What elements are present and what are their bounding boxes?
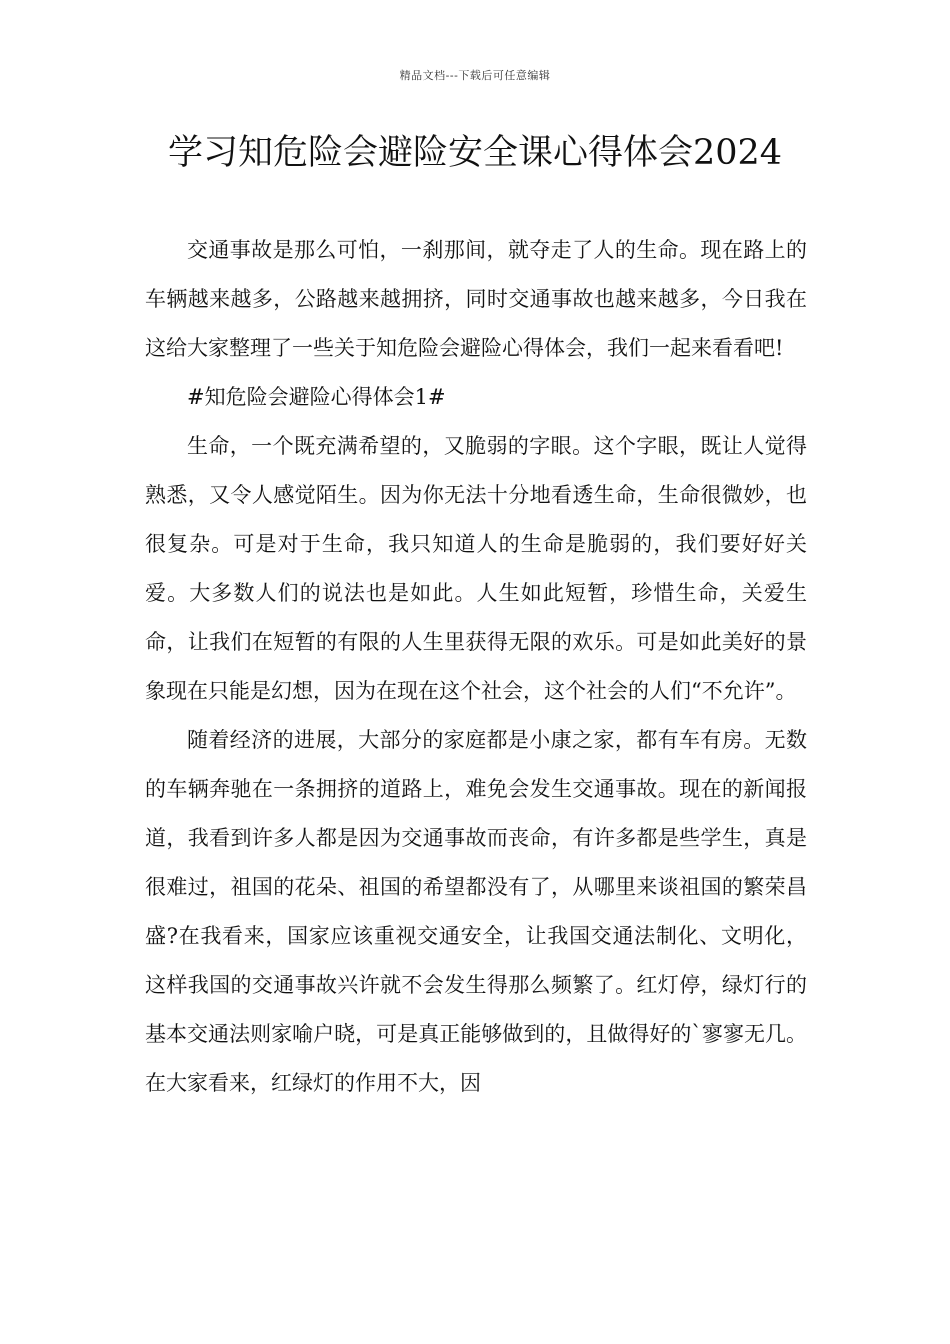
document-title: 学习知危险会避险安全课心得体会2024 bbox=[167, 133, 783, 173]
paragraph-life: 生命，一个既充满希望的，又脆弱的字眼。这个字眼，既让人觉得熟悉，又令人感觉陌生。因为你无法十分地看透生命，生命很微妙，也很复杂。可是对于生命，我只知道人的生命是脆弱的，我们要好好关爱。大多数人们的说法也是如此。人生如此短暂，珍惜生命，关爱生命，让我们在短暂的有限的人生里获得无限的欢乐。可是如此美好的景象现在只能是幻想，因为在现在这个社会，这个社会的人们“不允许”。 bbox=[145, 434, 807, 703]
section-heading: #知危险会避险心得体会1# bbox=[187, 385, 446, 409]
document-body bbox=[145, 226, 807, 1108]
header-note: 精品文档---下载后可任意编辑 bbox=[399, 69, 551, 82]
paragraph-intro: 交通事故是那么可怕，一刹那间，就夺走了人的生命。现在路上的车辆越来越多，公路越来越拥挤，同时交通事故也越来越多，今日我在这给大家整理了一些关于知危险会避险心得体会，我们一起来看看吧! bbox=[145, 238, 807, 360]
paragraph-traffic: 随着经济的进展，大部分的家庭都是小康之家，都有车有房。无数的车辆奔驰在一条拥挤的道路上，难免会发生交通事故。现在的新闻报道，我看到许多人都是因为交通事故而丧命，有许多都是些学生，真是很难过，祖国的花朵、祖国的希望都没有了，从哪里来谈祖国的繁荣昌盛?在我看来，国家应该重视交通安全，让我国交通法制化、文明化，这样我国的交通事故兴许就不会发生得那么频繁了。红灯停，绿灯行的基本交通法则家喻户晓，可是真正能够做到的，且做得好的`寥寥无几。在大家看来，红绿灯的作用不大，因 bbox=[145, 728, 807, 1095]
